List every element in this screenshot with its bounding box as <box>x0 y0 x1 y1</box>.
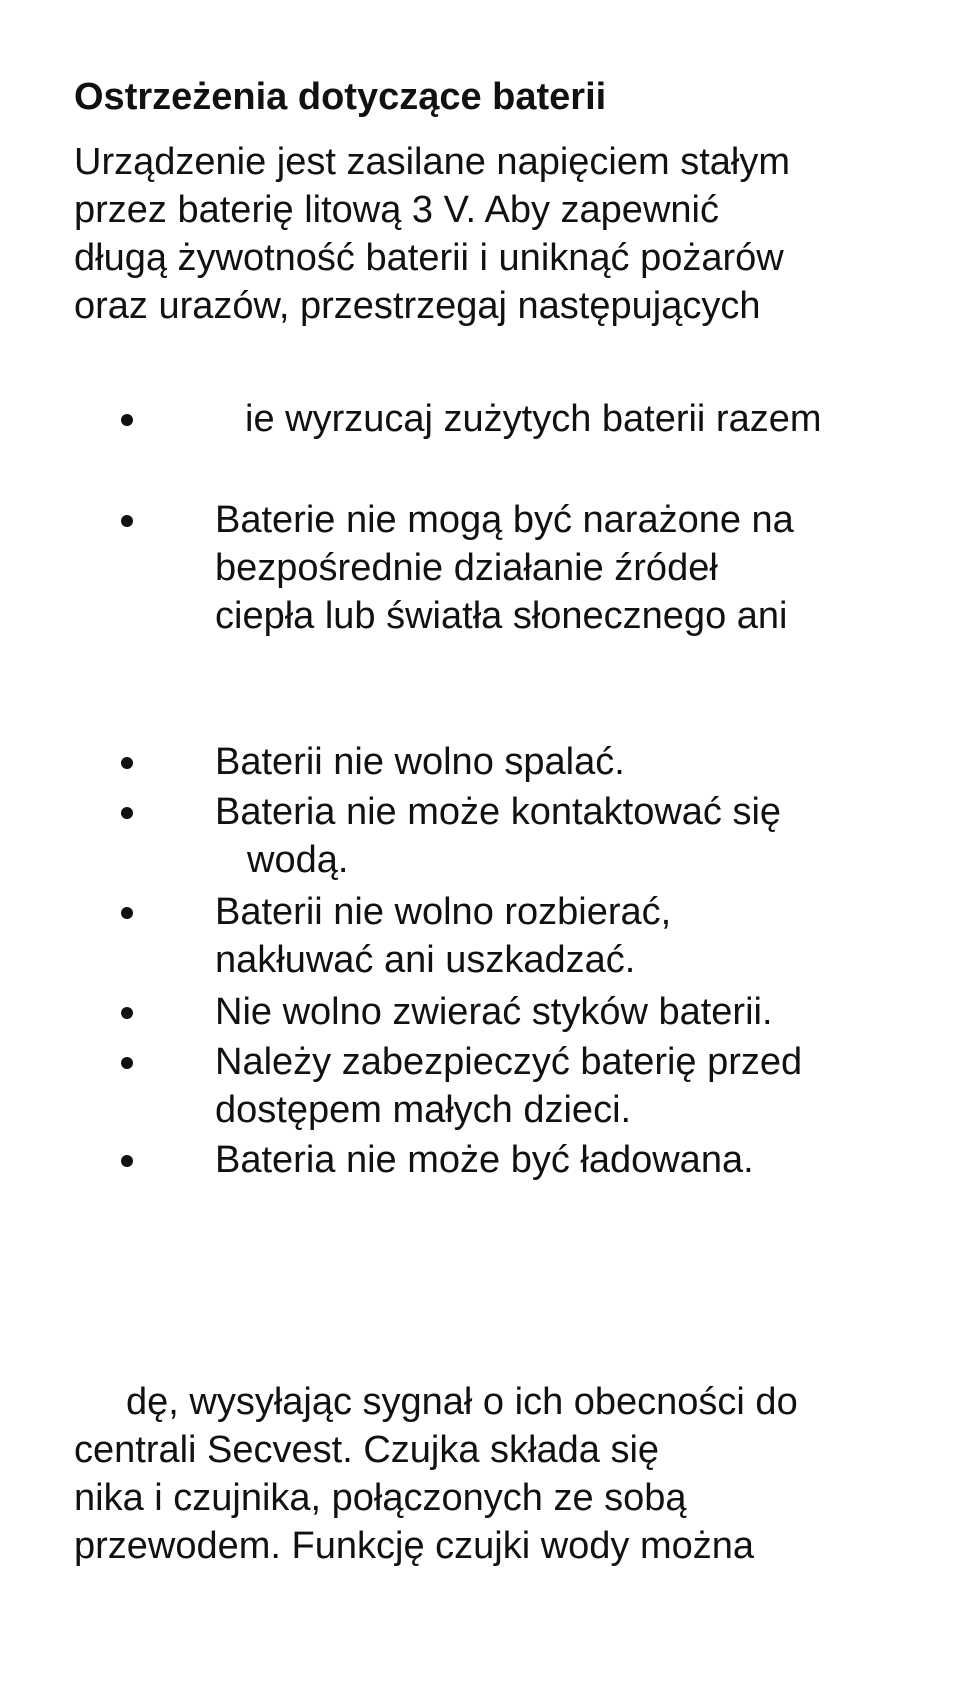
bullet-dot-icon <box>121 907 133 919</box>
intro-line: Urządzenie jest zasilane napięciem stałym <box>74 141 790 183</box>
intro-line: przez baterię litową 3 V. Aby zapewnić <box>74 189 719 231</box>
bullet-line: Nie wolno zwierać styków baterii. <box>215 991 773 1033</box>
bullet-dot-icon <box>121 807 133 819</box>
bullet-dot-icon <box>121 1057 133 1069</box>
bullet-line: dostępem małych dzieci. <box>215 1089 632 1131</box>
bullet-line: nakłuwać ani uszkadzać. <box>215 939 636 981</box>
bullet-line: Bateria nie może kontaktować się <box>215 791 782 833</box>
bullet-line: Baterii nie wolno rozbierać, <box>215 891 672 933</box>
intro-paragraph <box>74 138 790 330</box>
intro-line: długą żywotność baterii i uniknąć pożarów <box>74 237 784 279</box>
bullet-line: bezpośrednie działanie źródeł <box>215 547 718 589</box>
bullet-line: ie wyrzucaj zużytych baterii razem <box>245 398 822 440</box>
bullet-line: Należy zabezpieczyć baterię przed <box>215 1041 803 1083</box>
bullet-dot-icon <box>121 515 133 527</box>
description-line: dę, wysyłając sygnał o ich obecności do <box>126 1381 798 1423</box>
bullet-line: wodą. <box>247 839 349 881</box>
bullet-line: Baterie nie mogą być narażone na <box>215 499 794 541</box>
description-line: nika i czujnika, połączonych ze sobą <box>74 1477 687 1519</box>
section-heading: Ostrzeżenia dotyczące baterii <box>74 76 607 118</box>
intro-line: oraz urazów, przestrzegaj następujących <box>74 285 761 327</box>
bullet-line: ciepła lub światła słonecznego ani <box>215 595 788 637</box>
bullet-dot-icon <box>121 1007 133 1019</box>
description-line: przewodem. Funkcję czujki wody można <box>74 1525 755 1567</box>
bullet-line: Baterii nie wolno spalać. <box>215 741 625 783</box>
bullet-dot-icon <box>121 414 133 426</box>
description-paragraph <box>74 1378 798 1570</box>
description-line: centrali Secvest. Czujka składa się <box>74 1429 660 1471</box>
bullet-dot-icon <box>121 1155 133 1167</box>
bullet-dot-icon <box>121 757 133 769</box>
bullet-line: Bateria nie może być ładowana. <box>215 1139 754 1181</box>
